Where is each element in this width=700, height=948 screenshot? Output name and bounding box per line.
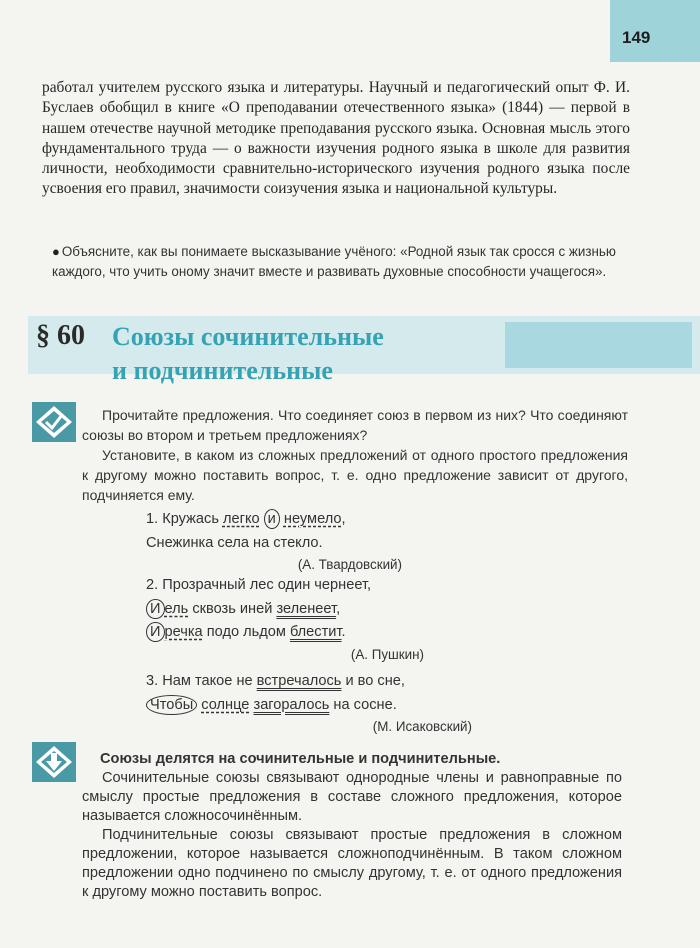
example-3-line-2 [146,694,472,718]
intro-paragraph: работал учителем русского языка и литературы. Научный и педагогический опыт Ф. И. Буслаев обобщил в книге «О преподавании отечественного языка» (1844) — первой в нашем отечестве научной методике преподавания русского языка. Основная мысль этого фундаментального труда — о важности изучения родного языка в школе для развития личности, необходимости сравнительно-исторического изучения родного языка после усвоения его правил, значимости соизучения языка и национальной культуры. [42,79,630,198]
example-1-line-2: Снежинка села на стекло. [146,534,323,551]
conjunction-circle: Чтобы [146,695,197,715]
example-2 [146,574,424,665]
rule-paragraph-2: Подчинительные союзы связывают простые предложения в сложном предложении, которое называется сложноподчинённым. В таком сложном предложении одно подчинено по смыслу другому, т. е. от одного предложения к другому можно поставить вопрос. [82,827,622,900]
example-3-text: на сосне. [329,696,397,713]
rule-block [82,750,622,902]
conjunction-circle: И [146,622,165,642]
example-3-text: и во сне, [341,673,405,689]
exercise-instructions [82,405,628,505]
example-2-line-3 [146,621,424,645]
section-title-line-1: Союзы сочинительные [112,322,384,351]
example-2-text: сквозь иней [188,600,277,617]
subject: солнце [201,696,250,713]
subject: ель [164,600,189,617]
example-2-punct: , [336,600,341,617]
task-bullet-text: Объясните, как вы понимаете высказывание учёного: «Родной язык так сросся с жизнью каждого, что учить оному значит вместе и развивать духовные способности учащегося». [52,244,616,279]
predicate: блестит [289,624,342,640]
example-2-line-1: 2. Прозрачный лес один чернеет, [146,577,372,593]
section-title [112,320,384,388]
example-1-text: 1. Кружась [146,511,223,527]
rule-paragraph-1: Сочинительные союзы связывают однородные члены и равноправные по смыслу простые предложения в составе сложного предложения, которое называется сложносочинённым. [82,770,622,824]
predicate: встречалось [256,673,342,689]
section-title-line-2: и подчинительные [112,356,333,385]
example-1-author: (А. Твардовский) [297,557,402,572]
page-number: 149 [622,28,651,47]
example-3 [146,670,472,737]
example-3-author: (М. Исаковский) [372,719,472,734]
conjunction-circle: и [264,509,280,529]
section-number: § 60 [36,320,85,351]
example-2-line-2 [146,598,424,622]
example-2-text: подо льдом [202,624,290,640]
diamond-check-icon [32,402,76,442]
exercise-instruction-2: Установите, в каком из сложных предложений от одного простого предложения к другому можно поставить вопрос, т. е. одно предложение зависит от другого, подчиняется ему. [82,447,628,503]
rule-heading: Союзы делятся на сочинительные и подчинительные. [100,751,501,767]
example-3-text: 3. Нам такое не [146,673,257,689]
example-1-line-1 [146,508,402,532]
homogeneous-member-2: неумело [283,511,342,527]
predicate: зеленеет [276,600,337,617]
exercise-instruction-1: Прочитайте предложения. Что соединяет союз в первом из них? Что соединяют союзы во втором и третьем предложениях? [82,407,628,443]
example-1 [146,508,402,575]
conjunction-circle: И [146,599,165,619]
example-2-punct: . [341,624,346,640]
example-1-punct: , [341,511,346,527]
subject: речка [164,624,203,640]
homogeneous-member-1: легко [222,511,260,527]
bullet-dot-icon: ● [52,244,60,259]
diamond-arrow-icon [32,742,76,782]
example-3-line-1 [146,670,472,694]
example-2-author: (А. Пушкин) [350,646,424,662]
section-band-accent [505,322,692,368]
predicate: загоралось [253,696,330,713]
task-bullet [52,242,620,282]
